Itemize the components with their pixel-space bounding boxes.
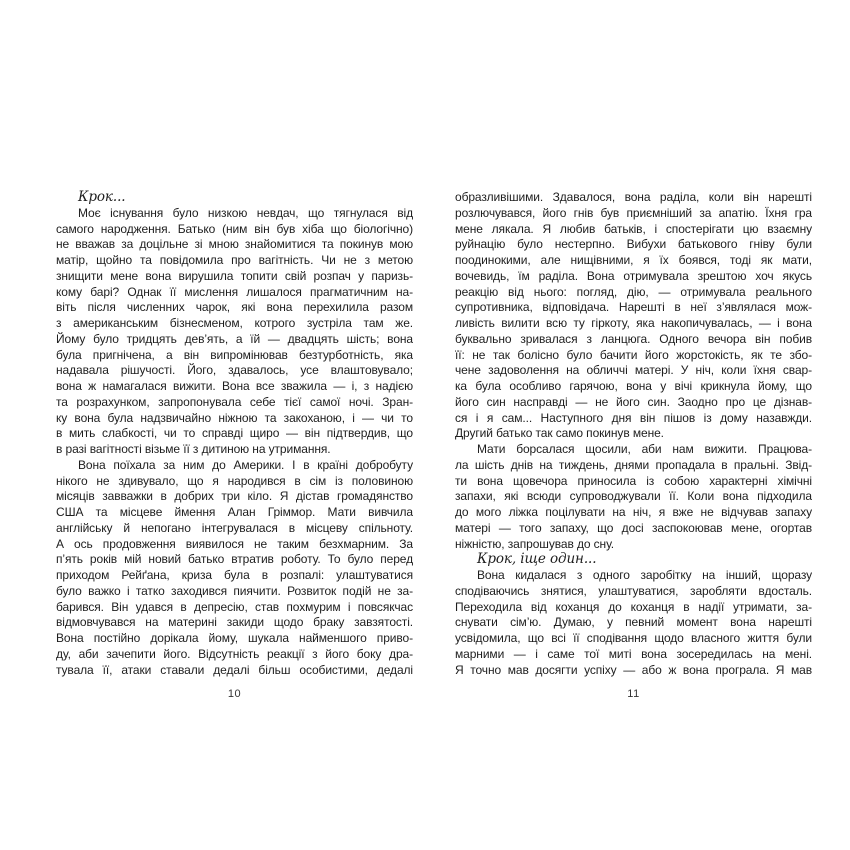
text-line: мене лякала. Я любив батьків, і спостерігати цю взаємну bbox=[455, 221, 812, 236]
text-line: тувала її, атаки ставали дедалі більш особистими, дедалі bbox=[56, 662, 413, 677]
text-line: п’ять років мій новий батько втратив роботу. То було перед bbox=[56, 552, 413, 567]
text-line: США та місцеве ймення Алан Гріммор. Мати вивчила bbox=[56, 505, 413, 519]
section-heading: Крок... bbox=[78, 190, 126, 205]
text-line: Мати борсалася щосили, аби нам вижити. Працюва- bbox=[477, 442, 812, 456]
text-line: знищити мене вона вирушила топити свій розпач у паризь- bbox=[56, 268, 413, 283]
text-line: розлючувався, його гнів був приємніший за апатію. Їхня гра bbox=[455, 205, 812, 220]
text-line: Вона поїхала за ним до Америки. І в країні добробуту bbox=[78, 457, 413, 472]
text-line: ніжністю, запрошував до сну. bbox=[455, 536, 615, 551]
page-right bbox=[455, 190, 812, 700]
text-line: в разі вагітності візьме її з дитиною на утримання. bbox=[56, 442, 331, 456]
text-line: його син насправді — не його син. Заодно про це дізнав- bbox=[455, 394, 812, 409]
text-line: барився. Він удався в депресію, став похмурим і повсякчас bbox=[56, 599, 413, 614]
text-line: надавала рішучості. Його, здавалось, усе влаштовувало; bbox=[56, 363, 413, 378]
text-line: образливішими. Здавалося, вона раділа, коли він нарешті bbox=[455, 190, 812, 204]
text-line: поодинокими, але нищівними, я їх боявся, тоді як мати, bbox=[455, 253, 812, 267]
text-line: англійську й непогано інтегрувалася в місцеву спільноту. bbox=[56, 520, 413, 535]
text-line: ду, аби зачепити його. Відсутність реакції з його боку дра- bbox=[56, 646, 413, 661]
page-left-number: 10 bbox=[227, 688, 242, 701]
text-line: ся і я сам... Наступного дня він пішов із дому назавжди. bbox=[455, 410, 812, 425]
text-line: сподіваючись знятися, улаштуватися, заробляти вдосталь. bbox=[455, 583, 812, 598]
text-line: ливість вилити всю ту гіркоту, яка накопичувалась, — і вона bbox=[455, 316, 812, 330]
text-line: ка була особливо гарячою, вона у вічі крикнула йому, що bbox=[455, 379, 812, 393]
text-line: ла шість днів на тиждень, днями пропадала в пральні. Звід- bbox=[455, 457, 812, 472]
text-line: була пригнічена, а він випромінював безтурботність, яка bbox=[56, 347, 413, 362]
text-line: снувати сім’ю. Думаю, у певний момент вона нарешті bbox=[455, 615, 812, 630]
text-line: Моє існування було низкою невдач, що тягнулася від bbox=[78, 205, 413, 220]
text-line: вочевидь, їм раділа. Вона отримувала зрештою хоч якусь bbox=[455, 268, 812, 283]
text-line: запахи, які всюди супроводжували її. Коли вона підходила bbox=[455, 489, 812, 504]
text-line: не вважав за доцільне зі мною знайомитися та покинув мою bbox=[56, 237, 413, 252]
text-line: матір, щойно та повідомила про вагітність. Чи не з метою bbox=[56, 253, 413, 267]
text-line: буквально зривалася з ланцюга. Одного вечора він побив bbox=[455, 331, 812, 346]
page-right-text bbox=[455, 190, 812, 678]
text-line: її: не так болісно було бачити його жорстокість, як те збо- bbox=[455, 347, 812, 362]
text-line: реакцію від нього: погляд, дію, — отримувала реального bbox=[455, 284, 812, 299]
text-line: Я точно мав досягти успіху — або ж вона програла. Я мав bbox=[455, 662, 812, 677]
page-left bbox=[56, 190, 413, 700]
text-line: А ось продовження виявилося не таким безхмарним. За bbox=[56, 536, 413, 551]
section-heading: Крок, іще один... bbox=[477, 552, 597, 568]
text-line: самого народження. Батько (ним він був хіба що біологічно) bbox=[56, 221, 413, 236]
text-line: Переходила від коханця до коханця в надії утримати, за- bbox=[455, 599, 812, 614]
text-line: з американським бізнесменом, котрого зустріла там же. bbox=[56, 316, 413, 330]
text-line: приходом Рейґана, криза була в розпалі: улаштуватися bbox=[56, 568, 413, 582]
text-line: вона ж намагалася вижити. Вона все зважила — і, з надією bbox=[56, 379, 413, 393]
text-line: до мого ліжка поцілувати на ніч, я вже не відчував запаху bbox=[455, 505, 812, 519]
text-line: місяців завважки в добрих три кіло. Я дістав громадянство bbox=[56, 489, 413, 504]
text-line: усвідомила, що всі її сподівання щодо власного життя були bbox=[455, 631, 812, 645]
text-line: та розрахунком, запропонувала себе тієї самої ночі. Зран- bbox=[56, 394, 413, 409]
text-line: відмовчувався на материні закиди щодо браку завзятості. bbox=[56, 615, 413, 630]
text-line: супротивника, відповідача. Нарешті в неї з’являлася мож- bbox=[455, 300, 812, 315]
text-line: Вона постійно дорікала йому, шукала найменшого приво- bbox=[56, 631, 413, 645]
text-line: руйнацію було нестерпно. Вибухи батькового гніву були bbox=[455, 237, 812, 252]
text-line: в мить слабкості, чи то справді щиро — він підтвердив, що bbox=[56, 426, 413, 441]
text-line: кому барі? Однак її мислення лишалося прагматичним на- bbox=[56, 284, 413, 299]
page-right-number: 11 bbox=[627, 688, 640, 701]
text-line: марними — і саме тої миті вона зосередилась на мені. bbox=[455, 646, 812, 661]
text-line: віть після численних чарок, які вона перехилила разом bbox=[56, 300, 413, 315]
text-line: матері — того запаху, що досі заспокоював мене, огортав bbox=[455, 520, 812, 535]
text-line: Вона кидалася з одного заробітку на інший, щоразу bbox=[477, 568, 812, 582]
text-line: Йому було тридцять дев’ять, а їй — двадцять шість; вона bbox=[56, 331, 413, 346]
text-line: ку вона була надзвичайно ніжною та закоханою, і — чи то bbox=[56, 410, 413, 425]
text-line: Другий батько так само покинув мене. bbox=[455, 426, 664, 441]
text-line: було важко і татко заходився пиячити. Розвиток подій не за- bbox=[56, 583, 413, 598]
text-line: нікого не здивувало, що я народився в сім із половиною bbox=[56, 473, 413, 488]
page-left-text bbox=[56, 190, 413, 678]
text-line: ти вона щовечора приносила із собою характерні хімічні bbox=[455, 473, 812, 488]
text-line: чене задоволення на обличчі матері. У ніч, коли їхня свар- bbox=[455, 363, 812, 378]
